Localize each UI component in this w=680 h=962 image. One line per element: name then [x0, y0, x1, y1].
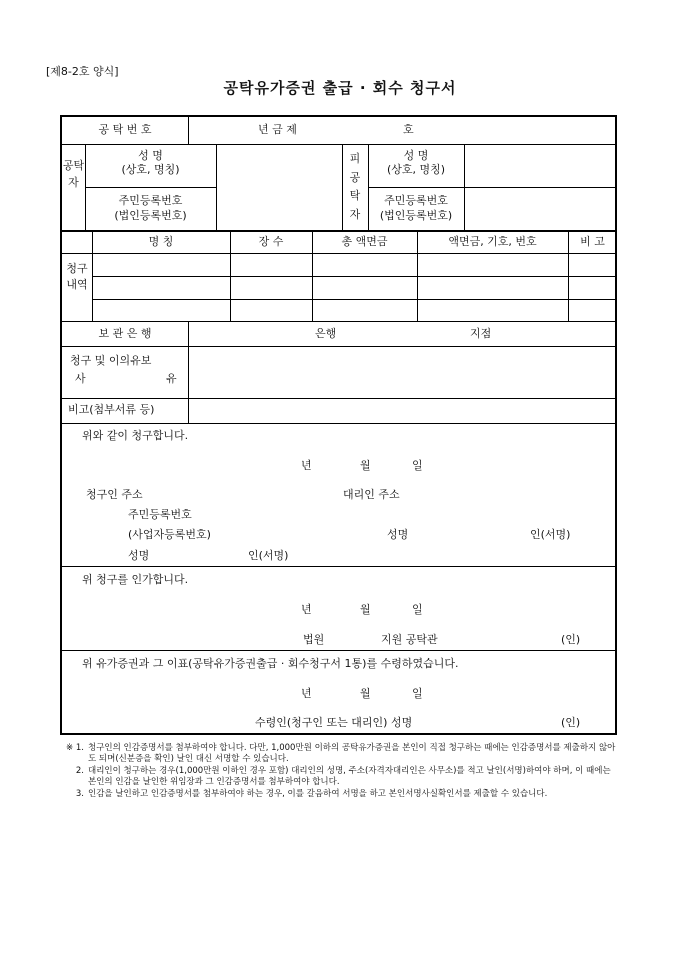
reason-label-a: 사 — [75, 372, 86, 385]
depositee-label: 피공탁자 — [349, 152, 361, 222]
depositee-name-label: 성 명 — [403, 149, 429, 162]
row-divider — [62, 144, 617, 145]
row-divider — [62, 398, 617, 399]
court-label: 법원 — [303, 633, 325, 646]
receipt-statement: 위 유가증권과 그 이표(공탁유가증권출급 · 회수청구서 1통)를 수령하였습니다. — [82, 657, 459, 670]
receipt-date-year: 년 — [301, 687, 312, 700]
approval-date-year: 년 — [301, 603, 312, 616]
row-divider — [62, 423, 617, 424]
receipt-date-day: 일 — [412, 687, 423, 700]
claim-form-table — [60, 115, 617, 735]
notes — [60, 743, 620, 800]
depositor-id-label: 주민등록번호 — [118, 194, 183, 207]
resident-number-label: 주민등록번호 — [128, 508, 192, 521]
row-divider — [92, 276, 617, 277]
row-divider — [85, 187, 216, 188]
custody-bank-suffix: 은행 — [315, 327, 337, 340]
row-divider — [62, 230, 617, 232]
claim-header-name: 명 칭 — [148, 235, 174, 248]
note-text: 청구인의 인감증명서를 첨부하여야 합니다. 다만, 1,000만원 이하의 공탁유가증권을 본인이 직접 청구하는 때에는 인감증명서를 제출하지 않아도 되며(신분증을 확인) 날인 대신 서명할 수 있습니다. — [88, 743, 616, 765]
agent-seal-label: 인(서명) — [530, 528, 571, 541]
col-divider — [464, 144, 465, 230]
approval-date-month: 월 — [360, 603, 371, 616]
row-divider — [62, 321, 617, 322]
claimant-address-label: 청구인 주소 — [86, 488, 143, 501]
request-statement: 위와 같이 청구합니다. — [82, 429, 189, 442]
claim-label-2: 내역 — [66, 278, 88, 291]
claim-header-face: 액면금, 기호, 번호 — [448, 235, 537, 248]
note-number: 2. — [75, 765, 84, 776]
reason-label-b: 유 — [166, 372, 177, 385]
request-date-month: 월 — [360, 459, 371, 472]
depositor-name-sub: (상호, 명칭) — [121, 163, 180, 176]
row-divider — [92, 299, 617, 300]
note-number: 1. — [75, 743, 84, 753]
depositor-name-label: 성 명 — [138, 149, 163, 162]
claim-header-remarks: 비 고 — [580, 235, 605, 248]
depositee-name-sub: (상호, 명칭) — [386, 163, 446, 176]
claimant-name-label: 성명 — [128, 549, 150, 562]
deposit-number-suffix: 호 — [403, 123, 414, 136]
approval-date-day: 일 — [412, 603, 423, 616]
reason-label: 청구 및 이의유보 — [70, 354, 152, 367]
deposit-number-year: 년 금 제 — [258, 123, 297, 136]
note-item — [60, 743, 620, 766]
note-text: 인감을 날인하고 인감증명서를 첨부하여야 하는 경우, 이를 갈음하여 서명을 하고 본인서명사실확인서를 제출할 수 있습니다. — [88, 788, 548, 799]
col-divider — [216, 144, 217, 230]
col-divider — [342, 144, 343, 230]
receipt-date-month: 월 — [360, 687, 371, 700]
note-item — [60, 766, 620, 789]
receipt-seal: (인) — [561, 716, 581, 729]
business-number-label: (사업자등록번호) — [128, 528, 211, 541]
claim-header-total: 총 액면금 — [341, 235, 388, 248]
claim-header-count: 장 수 — [258, 235, 284, 248]
agent-name-label: 성명 — [387, 528, 409, 541]
custody-bank-label: 보 관 은 행 — [98, 327, 152, 340]
row-divider — [62, 566, 617, 567]
deposit-number-label: 공 탁 번 호 — [98, 123, 152, 136]
row-divider — [62, 650, 617, 651]
note-number: 3. — [75, 788, 84, 799]
deposit-officer-label: 지원 공탁관 — [381, 633, 438, 646]
custody-branch-suffix: 지점 — [470, 327, 492, 340]
page-title: 공탁유가증권 출급 · 회수 청구서 — [223, 79, 457, 97]
depositee-id-sub: (법인등록번호) — [379, 209, 453, 222]
row-divider — [62, 253, 617, 254]
depositor-label: 공탁자 — [62, 159, 85, 190]
note-text: 대리인이 청구하는 경우(1,000만원 이하인 경우 포함) 대리인의 성명, 주소(자격자대리인은 사무소)를 적고 날인(서명)하여야 하며, 이 때에는 본인의 인감을 날인한 위임장과 그 인감증명서를 첨부하여야 합니다. — [88, 765, 611, 788]
request-date-day: 일 — [412, 459, 423, 472]
row-divider — [62, 346, 617, 347]
row-divider — [368, 187, 617, 188]
notes-mark: ※ — [66, 743, 74, 753]
request-date-year: 년 — [301, 459, 312, 472]
form-code: [제8-2호 양식] — [46, 65, 119, 78]
approval-statement: 위 청구를 인가합니다. — [82, 573, 189, 586]
receiver-name-label: 수령인(청구인 또는 대리인) 성명 — [255, 716, 413, 729]
approval-seal: (인) — [561, 633, 581, 646]
note-item — [60, 789, 620, 800]
claim-label-1: 청구 — [66, 262, 88, 275]
col-divider — [188, 117, 189, 144]
depositee-id-label: 주민등록번호 — [384, 194, 448, 207]
col-divider — [188, 321, 189, 423]
agent-address-label: 대리인 주소 — [343, 488, 400, 501]
claimant-seal-label: 인(서명) — [248, 549, 289, 562]
depositor-id-sub: (법인등록번호) — [114, 209, 187, 222]
remarks-label: 비고(첨부서류 등) — [68, 403, 155, 416]
